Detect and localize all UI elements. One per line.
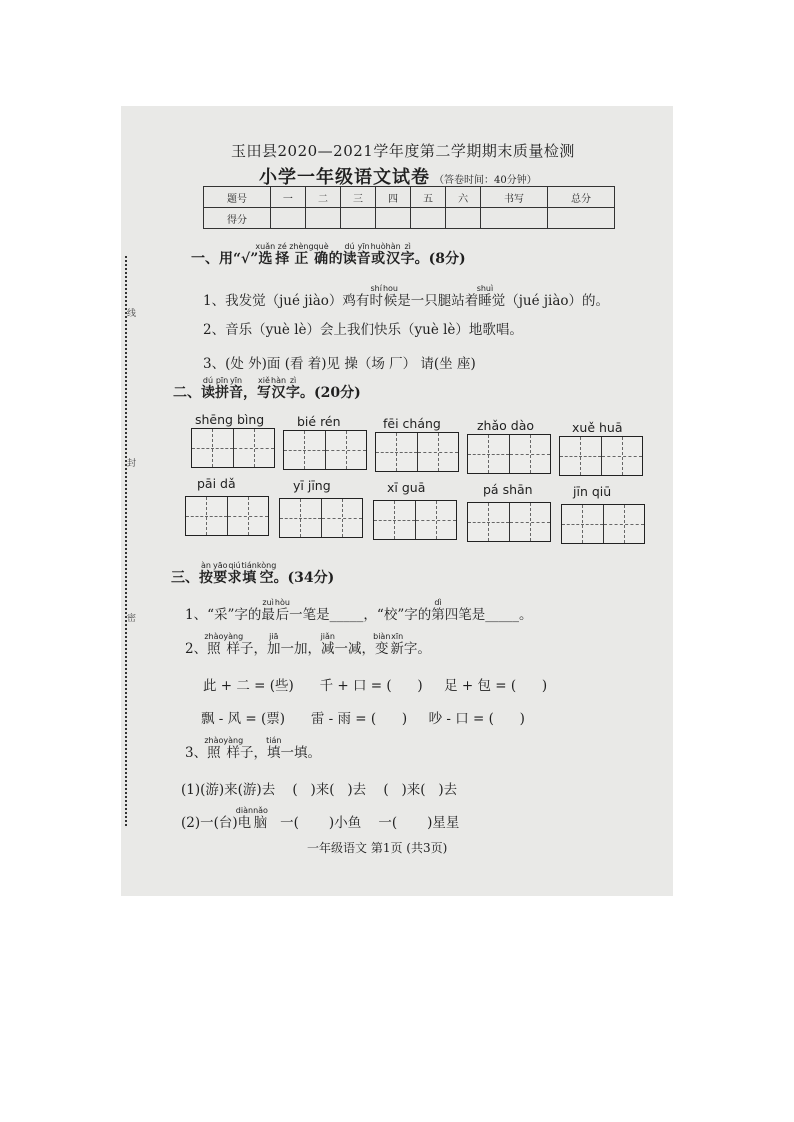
score-header-cell: 总分	[548, 187, 615, 208]
ruby-char	[204, 736, 224, 761]
score-header-cell: 三	[340, 187, 375, 208]
score-header-cell: 四	[376, 187, 411, 208]
s3q3-pinyin-tian: tián	[266, 736, 282, 745]
writing-grid[interactable]	[191, 428, 275, 468]
pinyin-annotation: yāo	[213, 561, 228, 570]
hanzi-char: 照	[204, 641, 224, 657]
ruby-char	[215, 376, 229, 401]
s3q1-pinyin-hou: hòu	[274, 598, 290, 607]
writing-grid[interactable]	[373, 500, 457, 540]
hanzi-char: 空	[256, 570, 277, 586]
q1-text-part2: 是一只腿站着	[397, 293, 479, 309]
pinyin-annotation: yàng	[223, 632, 244, 641]
s3q2-text-d: 一加，	[280, 641, 322, 657]
writing-grid[interactable]	[185, 496, 269, 536]
hanzi-char: 字	[286, 385, 301, 401]
pinyin-label: pá shān	[483, 482, 533, 497]
binding-margin	[121, 106, 141, 896]
time-note: （答卷时间：40分钟）	[434, 175, 537, 186]
hanzi-char: 拼	[215, 385, 229, 401]
section1-title-suffix: 。(8分)	[414, 251, 466, 267]
s3q1-ruby-zui	[261, 598, 275, 623]
score-input-cell[interactable]	[411, 208, 446, 229]
s3q2-char-bian: 变	[373, 641, 391, 657]
writing-grid[interactable]	[559, 436, 643, 476]
pinyin-annotation: zhào	[204, 632, 224, 641]
pinyin-annotation: zhào	[204, 736, 224, 745]
section1-question2: 2、音乐（yuè lè）会上我们快乐（yuè lè）地歌唱。	[203, 322, 523, 338]
s3q2-char-xin: 新	[390, 641, 404, 657]
hanzi-char: 的	[328, 251, 343, 267]
score-header-cell: 书写	[481, 187, 548, 208]
score-header-cell: 二	[305, 187, 340, 208]
ruby-char	[229, 376, 243, 401]
score-input-cell[interactable]	[305, 208, 340, 229]
binding-label-line: 线	[127, 309, 137, 319]
score-table	[203, 186, 615, 229]
writing-grid[interactable]	[467, 502, 551, 542]
s3q2-char-jia: 加	[267, 641, 281, 657]
score-header-cell: 六	[446, 187, 481, 208]
ruby-char	[213, 561, 228, 586]
section3-question3-row2	[181, 806, 459, 831]
ruby-char	[204, 632, 224, 657]
pinyin-label: jīn qiū	[573, 484, 612, 499]
hanzi-char: 字	[400, 251, 415, 267]
section3-question2-row1: 此 + 二 = (些) 千 + 口 = ( ) 足 + 包 = ( )	[203, 678, 548, 694]
score-row-label: 得分	[204, 208, 271, 229]
s3q3-pinyin-nao: nǎo	[253, 806, 268, 815]
s3q1-char-hou: 后	[274, 607, 290, 623]
pinyin-annotation: huò	[370, 242, 386, 251]
section3-question3	[185, 736, 321, 761]
exam-subject-title: 小学一年级语文试卷	[259, 167, 430, 188]
hanzi-char: 音	[229, 385, 243, 401]
s3q3-text-a: 3、	[185, 745, 208, 761]
s3q3-char-nao: 脑	[253, 815, 268, 831]
s3q2-pinyin-jia: jiā	[267, 632, 281, 641]
pinyin-annotation: pīn	[215, 376, 229, 385]
s3q3-ruby-nao	[253, 806, 268, 831]
ruby-char	[255, 242, 276, 267]
ruby-char	[257, 376, 271, 401]
score-header-cell: 五	[411, 187, 446, 208]
q1-pinyin-shui: shuì	[476, 284, 494, 293]
score-input-cell[interactable]	[548, 208, 615, 229]
exam-paper	[121, 106, 673, 896]
exam-title-line1: 玉田县2020—2021学年度第二学期期末质量检测	[231, 142, 575, 160]
hanzi-char: 汉	[271, 385, 287, 401]
s3q2-ruby-bian	[373, 632, 391, 657]
section3-title-suffix: 。(34分)	[273, 570, 335, 586]
q1-pinyin-hou: hou	[382, 284, 398, 293]
pinyin-label: xī guā	[387, 480, 426, 495]
writing-grid[interactable]	[279, 498, 363, 538]
writing-grid[interactable]	[283, 430, 367, 470]
hanzi-char: 确	[313, 251, 329, 267]
hanzi-char: 填	[241, 570, 257, 586]
section3-question1	[185, 598, 533, 623]
score-input-cell[interactable]	[270, 208, 305, 229]
section3-title-chars	[199, 561, 277, 586]
pinyin-annotation: xiě	[257, 376, 271, 385]
section1-question3: 3、(处 外)面 (看 着)见 操（场 厂） 请(坐 座)	[203, 356, 476, 372]
q1-char-shi: 时	[369, 293, 383, 309]
pinyin-annotation: dú	[201, 376, 215, 385]
binding-dotted-line	[125, 256, 127, 826]
s3q1-char-zui: 最	[261, 607, 275, 623]
score-input-cell[interactable]	[446, 208, 481, 229]
q1-ruby-shui	[476, 284, 494, 309]
hanzi-char: 选	[255, 251, 276, 267]
pinyin-label: shēng bìng	[195, 412, 265, 427]
ruby-char	[313, 242, 329, 267]
pinyin-annotation: hàn	[385, 242, 401, 251]
s3q3-ruby-dian	[235, 806, 254, 831]
pinyin-annotation: xuǎn	[255, 242, 276, 251]
s3q2-text-f: 一减，	[334, 641, 376, 657]
section3-title-prefix: 三、	[171, 570, 199, 586]
s3q3-ruby-tian	[266, 736, 282, 761]
ruby-char	[223, 736, 244, 761]
pinyin-annotation: zé	[275, 242, 290, 251]
hanzi-char: 按	[199, 570, 213, 586]
hanzi-char: 正	[289, 251, 314, 267]
ruby-char	[223, 632, 244, 657]
pinyin-label: xuě huā	[572, 420, 623, 435]
s3q2-ruby-jian	[320, 632, 335, 657]
pinyin-annotation: qiú	[227, 561, 242, 570]
hanzi-char: 音	[356, 251, 371, 267]
hanzi-char: 汉	[385, 251, 401, 267]
s3q2-ruby-jia	[267, 632, 281, 657]
ruby-char	[241, 561, 257, 586]
q1-pinyin-shi: shí	[369, 284, 383, 293]
hanzi-char: 求	[227, 570, 242, 586]
hanzi-char: 样	[223, 641, 244, 657]
ruby-char	[385, 242, 401, 267]
ruby-char	[227, 561, 242, 586]
score-table-score-row	[204, 208, 615, 229]
pinyin-annotation: dú	[342, 242, 357, 251]
s3q2-text-i: 字。	[403, 641, 431, 657]
s3q3-char-tian: 填	[266, 745, 282, 761]
section3-question2-row2: 飘 - 风 = (票) 雷 - 雨 = ( ) 吵 - 口 = ( )	[201, 711, 525, 727]
ruby-char	[275, 242, 290, 267]
s3q2-pinyin-bian: biàn	[373, 632, 391, 641]
pinyin-annotation: yīn	[229, 376, 243, 385]
hanzi-char: 读	[342, 251, 357, 267]
hanzi-char: 择	[275, 251, 290, 267]
ruby-char	[199, 561, 213, 586]
s3q2-char-jian: 减	[320, 641, 335, 657]
ruby-char	[201, 376, 215, 401]
s3q3-row2-a: (2)一(台)	[181, 815, 238, 831]
pinyin-label: pāi dǎ	[197, 476, 236, 491]
binding-label-secret: 密	[127, 614, 137, 624]
pinyin-annotation: tián	[241, 561, 257, 570]
section2-title	[173, 376, 361, 402]
section3-question3-row1: (1)(游)来(游)去 ( )来( )去 ( )来( )去	[181, 782, 458, 798]
s3q3-text-b: 子，	[240, 745, 268, 761]
ruby-char	[370, 242, 386, 267]
pinyin-annotation: hàn	[271, 376, 287, 385]
s3q2-pinyin-xin: xīn	[390, 632, 404, 641]
section1-question1	[203, 284, 609, 309]
s3q3-pinyin-dian: diàn	[235, 806, 254, 815]
s3q2-ruby-xin	[390, 632, 404, 657]
writing-grid[interactable]	[467, 434, 551, 474]
pinyin-annotation: yàng	[223, 736, 244, 745]
pinyin-annotation: yīn	[356, 242, 371, 251]
section2-title-chars	[201, 376, 301, 401]
pinyin-annotation: zì	[400, 242, 415, 251]
s3q1-char-di: 第	[431, 607, 445, 623]
ruby-char	[342, 242, 357, 267]
writing-grid[interactable]	[561, 504, 645, 544]
s3q1-text-d: 一笔是_____，“校”字的	[289, 607, 432, 623]
score-table-header-row	[204, 187, 615, 208]
page-footer: 一年级语文 第1页 (共3页)	[307, 841, 448, 855]
hanzi-char: 要	[213, 570, 228, 586]
s3q2-title-chars	[204, 632, 244, 657]
ruby-char	[256, 561, 277, 586]
q1-char-shui: 睡	[476, 293, 494, 309]
pinyin-label: fēi cháng	[383, 416, 441, 431]
s3q1-text-f: 四笔是_____。	[444, 607, 533, 623]
q1-ruby-hou	[382, 284, 398, 309]
s3q1-text-a: 1、“采”字的	[185, 607, 262, 623]
ruby-char	[286, 376, 301, 401]
section1-title-chars	[255, 242, 415, 267]
s3q2-pinyin-jian: jiǎn	[320, 632, 335, 641]
s3q1-ruby-di	[431, 598, 445, 623]
s3q1-ruby-hou	[274, 598, 290, 623]
section3-title	[171, 561, 334, 587]
pinyin-annotation: què	[313, 242, 329, 251]
hanzi-char: 读	[201, 385, 215, 401]
score-input-cell[interactable]	[340, 208, 375, 229]
hanzi-char: 照	[204, 745, 224, 761]
ruby-char	[400, 242, 415, 267]
hanzi-char: 写	[257, 385, 271, 401]
binding-label-seal: 封	[127, 459, 137, 469]
hanzi-char: 或	[370, 251, 386, 267]
s3q2-text-b: 子，	[240, 641, 268, 657]
ruby-char	[243, 385, 257, 401]
ruby-char	[289, 242, 314, 267]
pinyin-label: yī jīng	[293, 478, 331, 493]
ruby-char	[329, 251, 343, 267]
score-input-cell[interactable]	[376, 208, 411, 229]
section2-title-suffix: 。(20分)	[300, 385, 361, 401]
score-header-cell: 题号	[204, 187, 271, 208]
s3q3-title-chars	[204, 736, 244, 761]
hanzi-char: ，	[243, 385, 257, 401]
pinyin-annotation: zì	[286, 376, 301, 385]
pinyin-annotation: àn	[199, 561, 213, 570]
ruby-char	[271, 376, 287, 401]
q1-text-part1: 1、我发觉（jué jiào）鸡有	[203, 293, 370, 309]
s3q3-char-dian: 电	[235, 815, 254, 831]
score-header-cell: 一	[270, 187, 305, 208]
s3q3-text-d: 一填。	[280, 745, 322, 761]
s3q3-row2-d: 一( )小鱼 一( )星星	[267, 815, 460, 831]
q1-text-part3: 觉（jué jiào）的。	[491, 293, 610, 309]
s3q2-text-a: 2、	[185, 641, 208, 657]
section1-title-prefix: 一、用“√”	[191, 251, 259, 267]
writing-grid[interactable]	[375, 432, 459, 472]
s3q1-pinyin-zui: zuì	[261, 598, 275, 607]
pinyin-label: zhǎo dào	[477, 418, 535, 433]
hanzi-char: 样	[223, 745, 244, 761]
s3q1-pinyin-di: dì	[431, 598, 445, 607]
pinyin-annotation: zhèng	[289, 242, 314, 251]
pinyin-annotation: kòng	[256, 561, 277, 570]
score-input-cell[interactable]	[481, 208, 548, 229]
ruby-char	[356, 242, 371, 267]
section2-title-prefix: 二、	[173, 385, 201, 401]
section3-question2	[185, 632, 431, 657]
q1-ruby-shi	[369, 284, 383, 309]
section1-title	[191, 242, 466, 268]
q1-char-hou: 候	[382, 293, 398, 309]
pinyin-label: bié rén	[297, 414, 341, 429]
